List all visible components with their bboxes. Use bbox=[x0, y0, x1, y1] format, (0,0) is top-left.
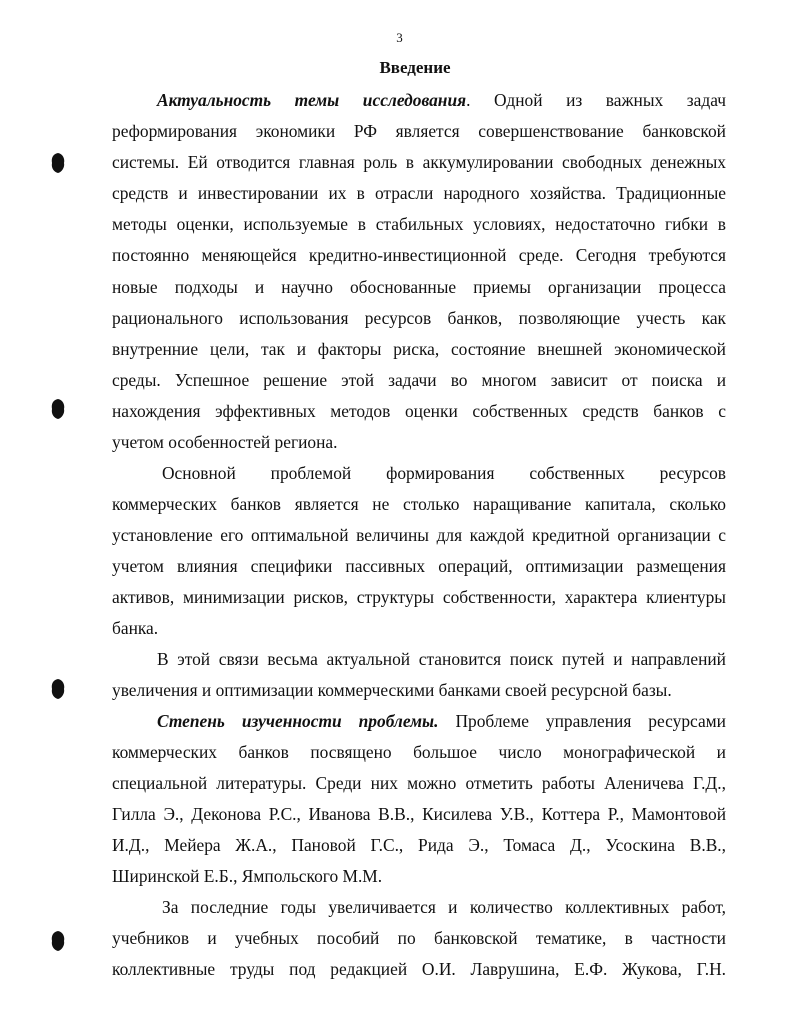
paragraph-line: И.Д., Мейера Ж.А., Пановой Г.С., Рида Э., Томаса Д., Усоскина В.В., bbox=[112, 835, 726, 855]
paragraph-line: Основной проблемой формирования собственных ресурсов bbox=[162, 463, 726, 483]
paragraph-line: увеличения и оптимизации коммерческими банками своей ресурсной базы. bbox=[112, 680, 672, 700]
paragraph-line: банка. bbox=[112, 618, 159, 638]
paragraph-line: среды. Успешное решение этой задачи во многом зависит от поиска и bbox=[112, 370, 726, 390]
paragraph-line: реформирования экономики РФ является совершенствование банковской bbox=[112, 121, 726, 141]
punch-hole-icon bbox=[50, 398, 66, 420]
punch-hole-icon bbox=[50, 930, 66, 952]
paragraph-line: учетом влияния специфики пассивных операций, оптимизации размещения bbox=[112, 556, 726, 576]
page-number: 3 bbox=[396, 30, 403, 45]
paragraph-line: Ширинской Е.Б., Ямпольского М.М. bbox=[112, 866, 383, 886]
paragraph-text: Проблеме управления ресурсами bbox=[438, 711, 726, 731]
section-heading-study-degree: Степень изученности проблемы. bbox=[157, 711, 439, 731]
paragraph-line: коммерческих банков является не столько наращивание капитала, сколько bbox=[112, 494, 726, 514]
paragraph-line: постоянно меняющейся кредитно-инвестиционной среде. Сегодня требуются bbox=[112, 245, 726, 265]
paragraph-line: коммерческих банков посвящено большое число монографической и bbox=[112, 742, 726, 762]
paragraph-line: методы оценки, используемые в стабильных условиях, недостаточно гибки в bbox=[112, 214, 726, 234]
punch-hole-icon bbox=[50, 152, 66, 174]
paragraph-line bbox=[157, 709, 726, 733]
paragraph-line: учетом особенностей региона. bbox=[112, 432, 338, 452]
paragraph-line: активов, минимизации рисков, структуры собственности, характера клиентуры bbox=[112, 587, 726, 607]
paragraph-line: рационального использования ресурсов банков, позволяющие учесть как bbox=[112, 308, 726, 328]
paragraph-line: нахождения эффективных методов оценки собственных средств банков с bbox=[112, 401, 726, 421]
paragraph-line: специальной литературы. Среди них можно отметить работы Аленичева Г.Д., bbox=[112, 773, 726, 793]
paragraph-line: учебников и учебных пособий по банковской тематике, в частности bbox=[112, 928, 726, 948]
paragraph-line: новые подходы и научно обоснованные приемы организации процесса bbox=[112, 277, 726, 297]
paragraph-line bbox=[157, 88, 726, 112]
paragraph-line: За последние годы увеличивается и количество коллективных работ, bbox=[162, 897, 726, 917]
paragraph-line: внутренние цели, так и факторы риска, состояние внешней экономической bbox=[112, 339, 726, 359]
paragraph-line: коллективные труды под редакцией О.И. Лаврушина, Е.Ф. Жукова, Г.Н. bbox=[112, 959, 726, 979]
paragraph-line: В этой связи весьма актуальной становится поиск путей и направлений bbox=[157, 649, 726, 669]
paragraph-text: . Одной из важных задач bbox=[466, 90, 726, 110]
punch-hole-icon bbox=[50, 678, 66, 700]
paragraph-line: средств и инвестировании их в отрасли народного хозяйства. Традиционные bbox=[112, 183, 726, 203]
paragraph-line: установление его оптимальной величины для каждой кредитной организации с bbox=[112, 525, 726, 545]
page-title: Введение bbox=[379, 58, 451, 77]
paragraph-line: системы. Ей отводится главная роль в аккумулировании свободных денежных bbox=[112, 152, 726, 172]
paragraph-line: Гилла Э., Деконова Р.С., Иванова В.В., Кисилева У.В., Коттера Р., Мамонтовой bbox=[112, 804, 726, 824]
section-heading-relevance: Актуальность темы исследования bbox=[157, 90, 467, 110]
